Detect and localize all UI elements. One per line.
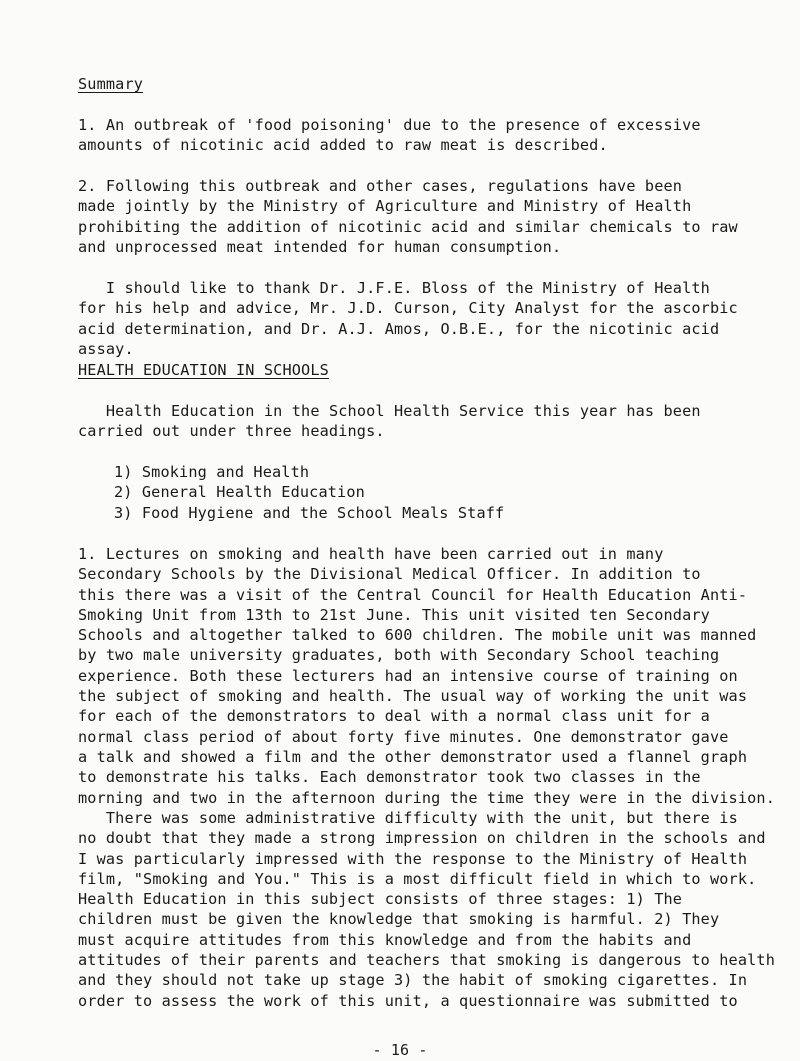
page-number: - 16 - xyxy=(372,1041,428,1059)
headings-list-item-1: 1) Smoking and Health xyxy=(114,463,310,481)
summary-paragraph-2: 2. Following this outbreak and other cases, regulations have been made jointly by the Ministry of Agriculture and Ministry of Health prohibiting the addition of nicotinic acid and similar chemicals to raw and unprocessed meat intended for human consumption. xyxy=(78,177,738,256)
headings-list-item-2: 2) General Health Education xyxy=(114,483,365,501)
smoking-lectures-paragraph: 1. Lectures on smoking and health have been carried out in many Secondary Schools by the Divisional Medical Officer. In addition to this there was a visit of the Central Council for Health Education Anti- Smoking Unit from 13th to 21st June. This unit visited ten Secondary Schools and altogether talked to 600 children. The mobile unit was manned by two male university graduates, both with Secondary School teaching experience. Both these lecturers had an intensive course of training on the subject of smoking and health. The usual way of working the unit was for each of the demonstrators to deal with a normal class unit for a normal class period of about forty five minutes. One demonstrator gave a talk and showed a film and the other demonstrator used a flannel graph to demonstrate his talks. Each demonstrator took two classes in the morning and two in the afternoon during the time they were in the division. xyxy=(78,545,776,807)
health-education-heading: HEALTH EDUCATION IN SCHOOLS xyxy=(78,361,329,379)
acknowledgements-paragraph: I should like to thank Dr. J.F.E. Bloss of the Ministry of Health for his help and advice, Mr. J.D. Curson, City Analyst for the ascorbic acid determination, and Dr. A.J. Amos, O.B.E., for the nicotinic acid assay. xyxy=(78,279,738,358)
smoking-unit-paragraph: There was some administrative difficulty with the unit, but there is no doubt that they made a strong impression on children in the schools and I was particularly impressed with the response to the Ministry of Health film, "Smoking and You." This is a most difficult field in which to work. Health Education in this subject consists of three stages: 1) The children must be given the knowledge that smoking is harmful. 2) They must acquire attitudes from this knowledge and from the habits and attitudes of their parents and teachers that smoking is dangerous to health and they should not take up stage 3) the habit of smoking cigarettes. In order to assess the work of this unit, a questionnaire was submitted to xyxy=(78,809,776,1010)
summary-heading: Summary xyxy=(78,75,144,93)
health-education-intro: Health Education in the School Health Service this year has been carried out under three headings. xyxy=(78,402,701,441)
summary-paragraph-1: 1. An outbreak of 'food poisoning' due to the presence of excessive amounts of nicotinic acid added to raw meat is described. xyxy=(78,116,701,155)
headings-list-item-3: 3) Food Hygiene and the School Meals Staff xyxy=(114,504,505,522)
